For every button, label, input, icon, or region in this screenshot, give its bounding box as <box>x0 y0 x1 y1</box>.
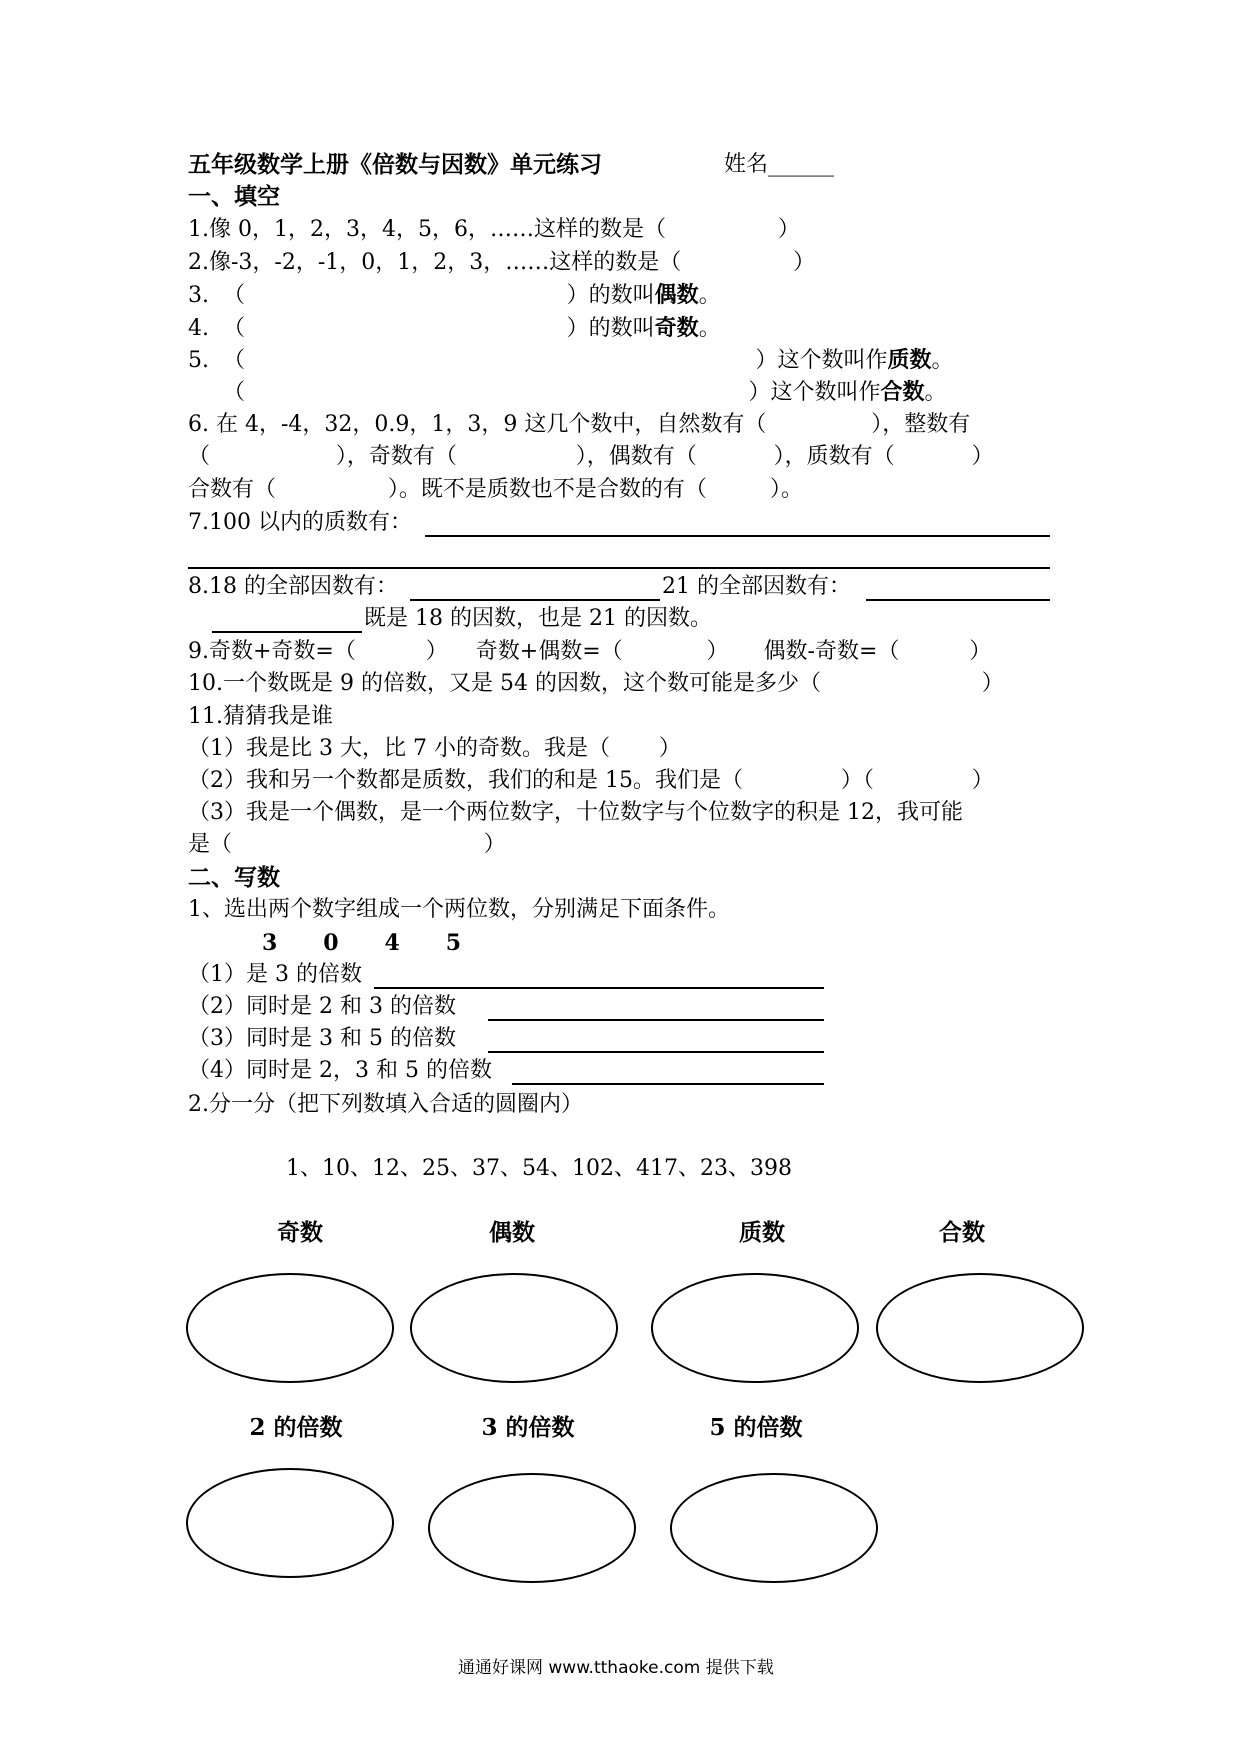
question-2: 2.像-3，-2，-1，0，1，2，3，……这样的数是（ ） <box>188 250 816 275</box>
answer-line <box>188 567 1050 569</box>
question-5a-term: 质数 <box>887 347 932 373</box>
question-3 <box>188 280 721 311</box>
circle-even[interactable] <box>410 1273 618 1383</box>
condition-4: （4）同时是 2，3 和 5 的倍数 <box>188 1058 492 1083</box>
circle-label-even: 偶数 <box>489 1219 535 1246</box>
question-1: 1.像 0，1，2，3，4，5，6，……这样的数是（ ） <box>188 217 800 242</box>
question-6-line2: （ ），奇数有（ ），偶数有（ ），质数有（ ） <box>188 444 994 469</box>
question-8-line2: 既是 18 的因数，也是 21 的因数。 <box>364 606 712 631</box>
question-3-end: 。 <box>698 283 721 308</box>
circle-label-multiple-2: 2 的倍数 <box>249 1414 343 1441</box>
question-11-3: （3）我是一个偶数，是一个两位数字，十位数字与个位数字的积是 12，我可能 <box>188 800 963 825</box>
question-5a-text: 5. （ ）这个数叫作 <box>188 348 888 373</box>
question-5b-text: （ ）这个数叫作 <box>188 380 881 405</box>
question-11-3b: 是（ ） <box>188 832 506 857</box>
question-11: 11.猜猜我是谁 <box>188 704 333 729</box>
condition-3: （3）同时是 3 和 5 的倍数 <box>188 1026 456 1051</box>
answer-line <box>425 535 1050 537</box>
answer-line <box>488 1051 824 1053</box>
question-11-2: （2）我和另一个数都是质数，我们的和是 15。我们是（ ）（ ） <box>188 768 994 793</box>
answer-line <box>488 1019 824 1021</box>
section2-heading: 二、写数 <box>188 864 280 891</box>
question-5b <box>188 377 947 408</box>
condition-1: （1）是 3 的倍数 <box>188 962 362 987</box>
question-5b-end: 。 <box>924 380 947 405</box>
circle-label-multiple-3: 3 的倍数 <box>481 1414 575 1441</box>
question-8a: 8.18 的全部因数有： <box>188 574 398 599</box>
question-5a <box>188 345 954 376</box>
question-4-text: 4. （ ）的数叫 <box>188 316 655 341</box>
circle-composite[interactable] <box>876 1273 1084 1383</box>
circle-label-multiple-5: 5 的倍数 <box>709 1414 803 1441</box>
name-field-label: 姓名______ <box>724 152 835 177</box>
footer-text: 通通好课网 www.tthaoke.com 提供下载 <box>458 1658 774 1678</box>
question-5a-end: 。 <box>931 348 954 373</box>
section2-question-2: 2.分一分（把下列数填入合适的圆圈内） <box>188 1092 583 1117</box>
digit-options: 3 0 4 5 <box>262 930 462 956</box>
circle-multiple-2[interactable] <box>186 1468 394 1578</box>
circle-label-odd: 奇数 <box>277 1219 323 1246</box>
answer-line <box>512 1083 824 1085</box>
question-10: 10.一个数既是 9 的倍数，又是 54 的因数，这个数可能是多少（ ） <box>188 671 1004 696</box>
answer-line <box>212 631 362 633</box>
question-7: 7.100 以内的质数有： <box>188 510 412 535</box>
section1-heading: 一、填空 <box>188 183 280 210</box>
answer-line <box>410 599 660 601</box>
circle-label-prime: 质数 <box>739 1219 785 1246</box>
question-9: 9.奇数+奇数=（ ） 奇数+偶数=（ ） 偶数-奇数=（ ） <box>188 639 992 664</box>
answer-line <box>374 987 824 989</box>
question-6-line3: 合数有（ ）。既不是质数也不是合数的有（ ）。 <box>188 477 803 502</box>
question-3-text: 3. （ ）的数叫 <box>188 283 655 308</box>
question-4-term: 奇数 <box>654 315 699 341</box>
answer-line <box>866 599 1050 601</box>
circle-odd[interactable] <box>186 1273 394 1383</box>
question-5b-term: 合数 <box>880 379 925 405</box>
question-8b: 21 的全部因数有： <box>662 574 851 599</box>
number-list: 1、10、12、25、37、54、102、417、23、398 <box>286 1156 792 1181</box>
circle-multiple-3[interactable] <box>428 1473 636 1583</box>
section2-question-1: 1、选出两个数字组成一个两位数，分别满足下面条件。 <box>188 897 730 922</box>
condition-2: （2）同时是 2 和 3 的倍数 <box>188 994 456 1019</box>
question-4-end: 。 <box>698 316 721 341</box>
question-6-line1: 6. 在 4，-4，32，0.9，1，3，9 这几个数中，自然数有（ ），整数有 <box>188 412 971 437</box>
question-4 <box>188 313 721 344</box>
circle-prime[interactable] <box>651 1273 859 1383</box>
question-3-term: 偶数 <box>654 282 699 308</box>
circle-multiple-5[interactable] <box>670 1473 878 1583</box>
circle-label-composite: 合数 <box>939 1219 985 1246</box>
question-11-1: （1）我是比 3 大，比 7 小的奇数。我是（ ） <box>188 736 681 761</box>
page-title: 五年级数学上册《倍数与因数》单元练习 <box>188 151 602 178</box>
